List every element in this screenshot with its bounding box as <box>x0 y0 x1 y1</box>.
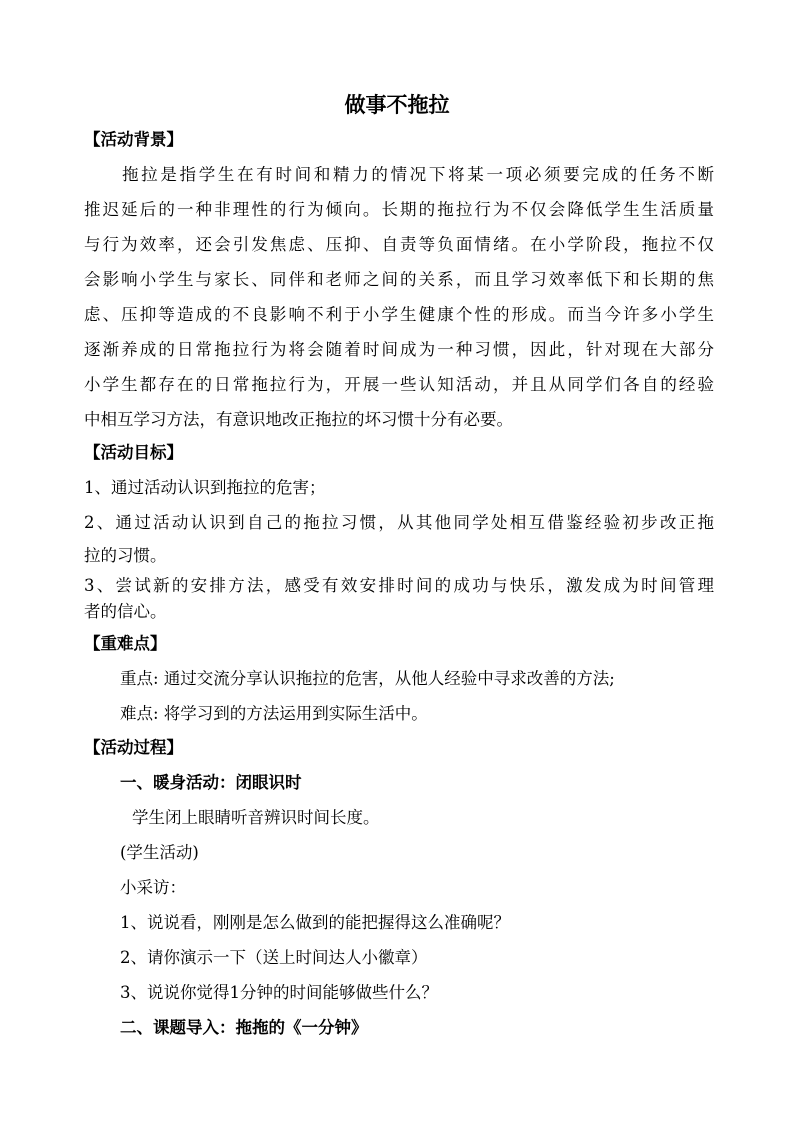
process-part1-heading: 一、暖身活动：闭眼识时 <box>120 773 302 792</box>
process-part2-heading: 二、课题导入：拖拖的《一分钟》 <box>120 1018 368 1037</box>
paragraph-line: 虑、压抑等造成的不良影响不利于小学生健康个性的形成。而当今许多小学生 <box>84 305 714 324</box>
paragraph-line: 推迟延后的一种非理性的行为倾向。长期的拖拉行为不仅会降低学生生活质量 <box>84 200 714 219</box>
goal-item: 3、尝试新的安排方法，感受有效安排时间的成功与快乐，激发成为时间管理 <box>84 576 714 595</box>
section-heading-background: 【活动背景】 <box>84 130 183 149</box>
section-heading-goals: 【活动目标】 <box>84 443 183 462</box>
paragraph-line: 逐渐养成的日常拖拉行为将会随着时间成为一种习惯，因此，针对现在大部分 <box>84 340 714 359</box>
paragraph-line: 会影响小学生与家长、同伴和老师之间的关系，而且学习效率低下和长期的焦 <box>84 270 714 289</box>
process-line: (学生活动) <box>120 843 199 862</box>
goal-item-continuation: 者的信心。 <box>84 602 167 621</box>
section-heading-key-points: 【重难点】 <box>84 634 167 653</box>
process-line: 3、说说你觉得1分钟的时间能够做些什么？ <box>120 983 438 1002</box>
paragraph-line: 拖拉是指学生在有时间和精力的情况下将某一项必须要完成的任务不断 <box>122 165 714 184</box>
section-heading-process: 【活动过程】 <box>84 738 183 757</box>
process-line: 学生闭上眼睛听音辨识时间长度。 <box>132 808 380 827</box>
process-line: 2、请你演示一下（送上时间达人小徽章） <box>120 948 428 967</box>
key-point-text: 重点: 通过交流分享认识拖拉的危害，从他人经验中寻求改善的方法; <box>120 669 615 688</box>
process-line: 小采访： <box>120 878 186 897</box>
goal-item: 2、通过活动认识到自己的拖拉习惯，从其他同学处相互借鉴经验初步改正拖 <box>84 513 714 532</box>
paragraph-line: 小学生都存在的日常拖拉行为，开展一些认知活动，并且从同学们各自的经验 <box>84 375 714 394</box>
process-line: 1、说说看，刚刚是怎么做到的能把握得这么准确呢？ <box>120 913 510 932</box>
paragraph-line: 与行为效率，还会引发焦虑、压抑、自责等负面情绪。在小学阶段，拖拉不仅 <box>84 235 714 254</box>
goal-item-continuation: 拉的习惯。 <box>84 546 167 565</box>
document-title: 做事不拖拉 <box>344 92 450 117</box>
paragraph-line: 中相互学习方法，有意识地改正拖拉的坏习惯十分有必要。 <box>84 410 513 429</box>
difficulty-text: 难点: 将学习到的方法运用到实际生活中。 <box>120 704 428 723</box>
goal-item: 1、通过活动认识到拖拉的危害； <box>84 478 326 497</box>
